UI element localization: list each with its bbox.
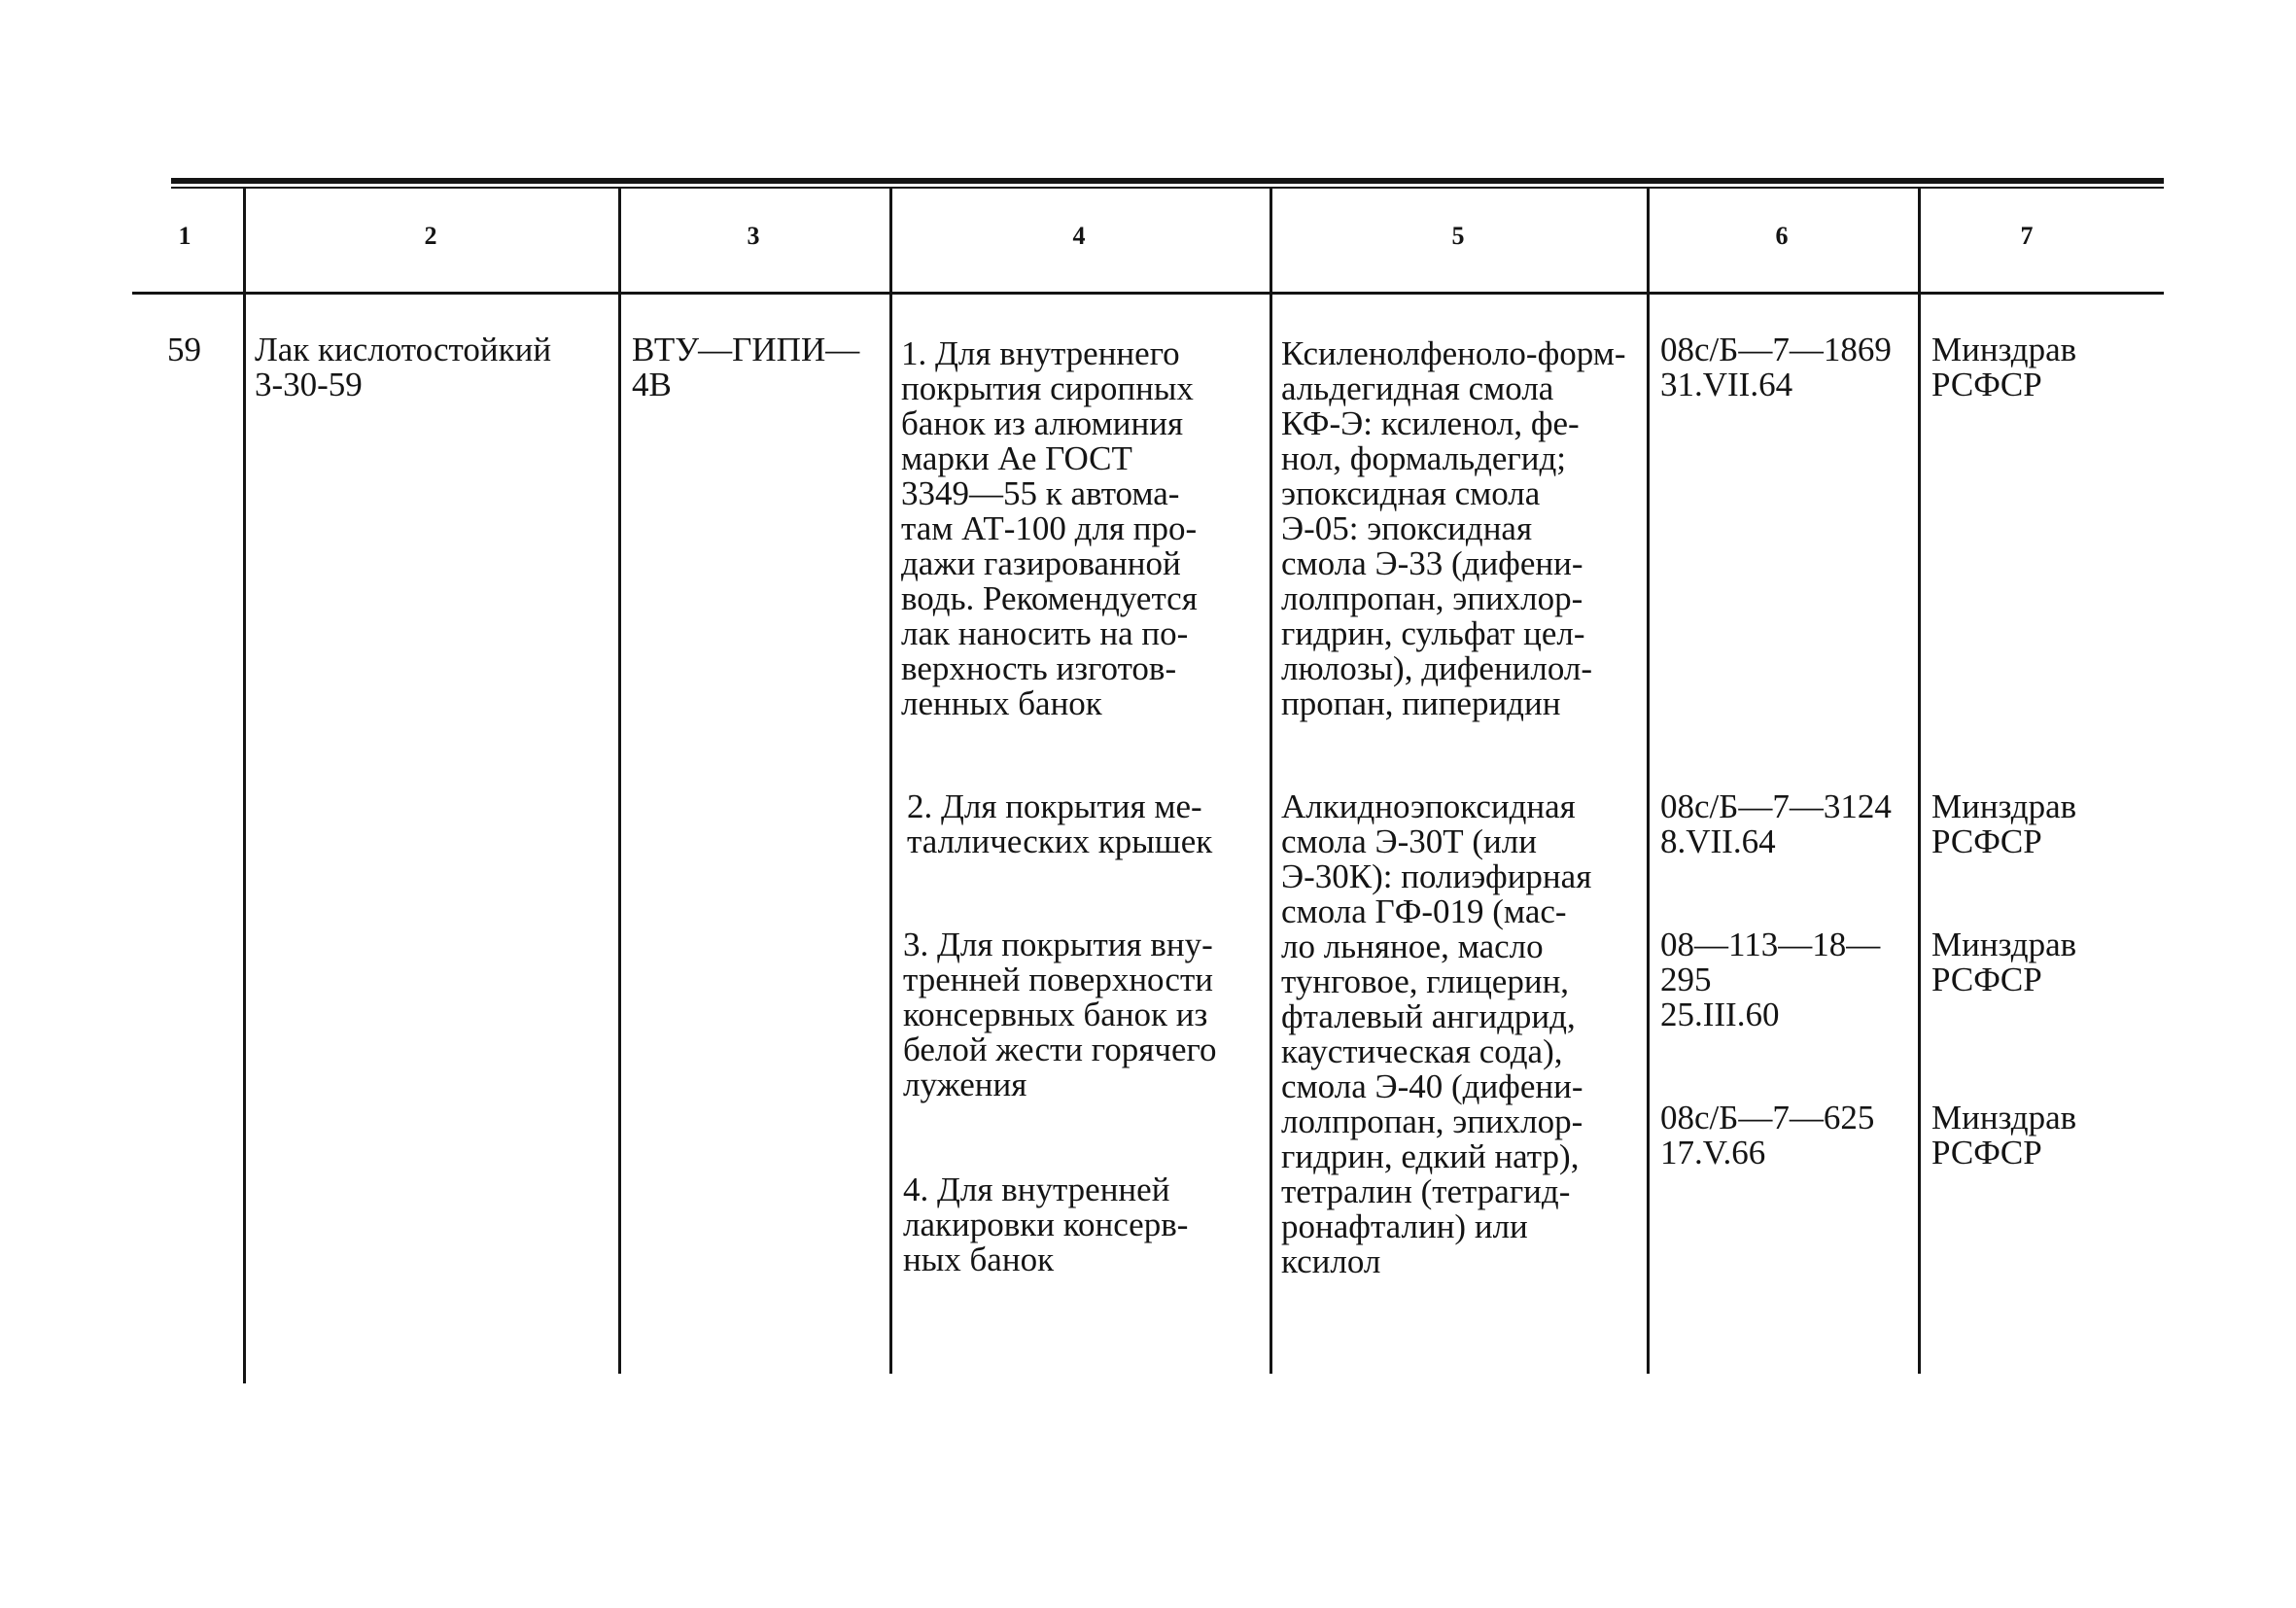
col-line-6 — [1918, 187, 1921, 292]
row-number: 59 — [167, 331, 201, 368]
header-col-6: 6 — [1775, 222, 1789, 250]
col-line-1 — [243, 187, 246, 292]
col-line-6-body — [1918, 295, 1921, 1374]
col-line-2 — [618, 187, 621, 292]
col-line-5 — [1647, 187, 1650, 292]
col-line-3 — [889, 187, 892, 292]
purpose-2: 2. Для покрытия ме- таллических крышек — [907, 787, 1213, 860]
col-line-3-body — [889, 295, 892, 1374]
col-line-2-body — [618, 295, 621, 1374]
header-rule — [132, 292, 2164, 295]
approver-4: Минздрав РСФСР — [1931, 1099, 2077, 1171]
purpose-1: 1. Для внутреннего покрытия сиропных банок из алюминия марки Ае ГОСТ 3349—55 к автома- там АТ-100 для про- дажи газированной водь. Рекомендуется лак наносить на по- верхность изготов- ленных банок — [901, 334, 1198, 722]
header-col-7: 7 — [2020, 222, 2034, 250]
header-col-3: 3 — [747, 222, 760, 250]
col-line-5-body — [1647, 295, 1650, 1374]
product-name: Лак кислотостойкий 3-30-59 — [255, 331, 552, 403]
header-col-4: 4 — [1072, 222, 1086, 250]
permit-2: 08с/Б—7—3124 8.VII.64 — [1660, 787, 1892, 860]
purpose-4: 4. Для внутренней лакировки консерв- ных банок — [903, 1171, 1189, 1278]
spec-code: ВТУ—ГИПИ— 4В — [632, 331, 860, 403]
approver-3: Минздрав РСФСР — [1931, 926, 2077, 998]
permit-1: 08с/Б—7—1869 31.VII.64 — [1660, 331, 1892, 403]
header-col-2: 2 — [424, 222, 437, 250]
approver-1: Минздрав РСФСР — [1931, 331, 2077, 403]
composition-2: Алкидноэпоксидная смола Э-30Т (или Э-30К): полиэфирная смола ГФ-019 (мас- ло льняное, масло тунговое, глицерин, фталевый ангидрид, каустическая сода), смола Э-40 (дифени- лолпропан, эпихлор- гидрин, едкий натр), тетралин (тетрагид- ронафталин) или ксилол — [1281, 787, 1592, 1280]
col-line-1-body — [243, 295, 246, 1383]
purpose-3: 3. Для покрытия вну- тренней поверхности консервных банок из белой жести горячего лужения — [903, 926, 1217, 1103]
col-line-4 — [1270, 187, 1272, 292]
composition-1: Ксиленолфеноло-форм- альдегидная смола КФ-Э: ксиленол, фе- нол, формальдегид; эпоксидная смола Э-05: эпоксидная смола Э-33 (дифени- лолпропан, эпихлор- гидрин, сульфат цел- люлозы), дифенилол- пропан, пиперидин — [1281, 334, 1626, 722]
header-col-5: 5 — [1451, 222, 1465, 250]
col-line-4-body — [1270, 295, 1272, 1374]
top-rule-thin — [171, 187, 2164, 189]
top-rule-thick — [171, 178, 2164, 184]
permit-4: 08с/Б—7—625 17.V.66 — [1660, 1099, 1875, 1171]
approver-2: Минздрав РСФСР — [1931, 787, 2077, 860]
header-col-1: 1 — [178, 222, 191, 250]
permit-3: 08—113—18— 295 25.III.60 — [1660, 926, 1881, 1033]
